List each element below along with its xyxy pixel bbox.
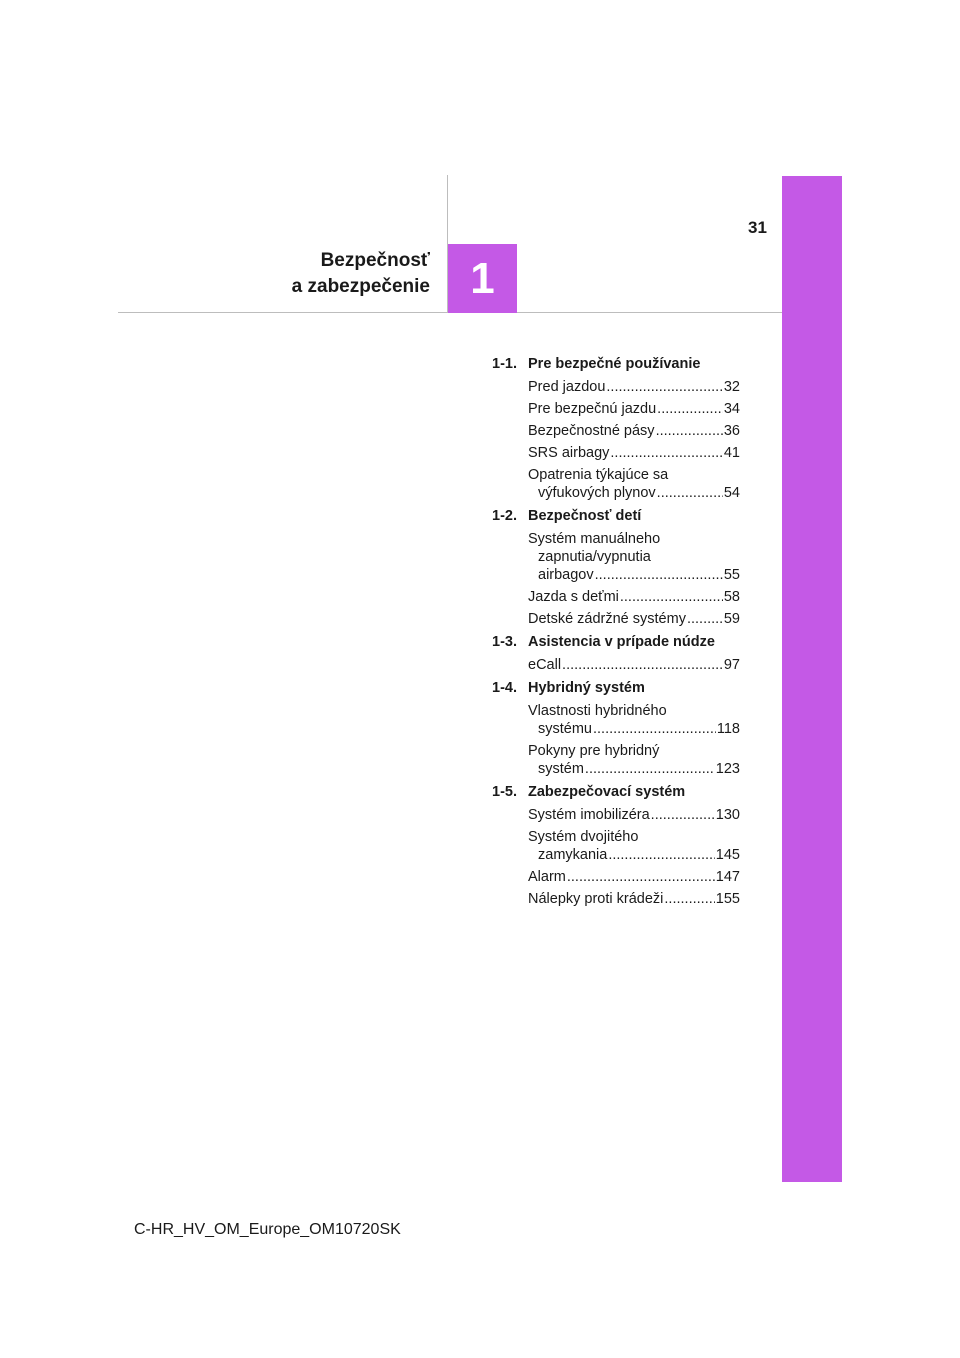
toc-section xyxy=(492,679,740,778)
toc-section-number: 1-2. xyxy=(492,508,517,524)
toc-leader-dots xyxy=(620,588,723,606)
page-number: 31 xyxy=(748,218,767,237)
toc-section-number: 1-5. xyxy=(492,784,517,800)
toc-entry-page: 32 xyxy=(723,379,740,395)
toc-section xyxy=(492,507,740,628)
toc-section-number: 1-4. xyxy=(492,680,517,696)
toc-entry-text: Pre bezpečnú jazdu xyxy=(528,401,657,417)
chapter-number-badge xyxy=(448,244,517,313)
toc-entry[interactable] xyxy=(528,530,740,584)
toc-entry-page: 123 xyxy=(715,761,740,777)
toc-leader-dots xyxy=(664,890,714,908)
toc-entry-page: 41 xyxy=(723,445,740,461)
toc-entry[interactable] xyxy=(528,588,740,606)
toc-entry[interactable] xyxy=(528,466,740,502)
toc-section-title: Hybridný systém xyxy=(528,680,645,696)
toc-section-number: 1-1. xyxy=(492,356,517,372)
toc-entry-text: Systém imobilizéra xyxy=(528,807,650,823)
toc-section-heading[interactable] xyxy=(492,633,740,651)
toc-entry-text: airbagov xyxy=(538,567,594,583)
toc-entry-text: eCall xyxy=(528,657,562,673)
toc-entry-page: 59 xyxy=(723,611,740,627)
chapter-number: 1 xyxy=(470,253,495,303)
toc-entry[interactable] xyxy=(528,806,740,824)
toc-entry-page: 97 xyxy=(723,657,740,673)
footer-doc-id: C-HR_HV_OM_Europe_OM10720SK xyxy=(134,1221,401,1238)
toc-section xyxy=(492,783,740,908)
toc-entry-page: 145 xyxy=(715,847,740,863)
chapter-title xyxy=(292,248,430,300)
toc-entry-page: 54 xyxy=(723,485,740,501)
toc-section-title: Bezpečnosť detí xyxy=(528,508,642,524)
toc-entry-page: 130 xyxy=(715,807,740,823)
chapter-title-line2: a zabezpečenie xyxy=(291,276,430,297)
toc-entry[interactable] xyxy=(528,444,740,462)
toc-entry-text: Bezpečnostné pásy xyxy=(528,423,655,439)
toc-entry-text: SRS airbagy xyxy=(528,445,610,461)
toc-leader-dots xyxy=(608,846,714,864)
toc-entry[interactable] xyxy=(528,890,740,908)
toc-leader-dots xyxy=(585,760,715,778)
toc-entry-text: Alarm xyxy=(528,869,566,885)
toc-section-title: Pre bezpečné používanie xyxy=(528,356,701,372)
toc-section-title: Asistencia v prípade núdze xyxy=(528,634,715,650)
toc-entry[interactable] xyxy=(528,422,740,440)
toc-entry-text: systému xyxy=(538,721,592,737)
toc-entry-text: Nálepky proti krádeži xyxy=(528,891,664,907)
toc-entry-text: systém xyxy=(538,761,584,777)
toc-entry-text-line: Systém dvojitého xyxy=(528,829,639,845)
toc-leader-dots xyxy=(610,444,722,462)
toc-leader-dots xyxy=(606,378,722,396)
toc-entry-text-line: Systém manuálneho xyxy=(528,531,661,547)
toc-entry-text-line: Opatrenia týkajúce sa xyxy=(528,467,669,483)
toc-entry-page: 147 xyxy=(715,869,740,885)
toc-entry-text: Pred jazdou xyxy=(528,379,606,395)
toc-section xyxy=(492,633,740,674)
toc-leader-dots xyxy=(657,400,723,418)
toc-entry-text-line: Vlastnosti hybridného xyxy=(528,703,667,719)
toc-entry-text: výfukových plynov xyxy=(538,485,656,501)
toc-section-title: Zabezpečovací systém xyxy=(528,784,686,800)
chapter-side-tab xyxy=(782,176,842,1182)
toc-entry-text-line: Pokyny pre hybridný xyxy=(528,743,660,759)
toc-entry-page: 36 xyxy=(723,423,740,439)
toc-entry[interactable] xyxy=(528,702,740,738)
toc-entry-text: Jazda s deťmi xyxy=(528,589,619,605)
toc-entry[interactable] xyxy=(528,400,740,418)
toc-section xyxy=(492,355,740,502)
toc-leader-dots xyxy=(651,806,715,824)
toc-entry-page: 155 xyxy=(715,891,740,907)
toc-leader-dots xyxy=(657,484,723,502)
toc-section-heading[interactable] xyxy=(492,355,740,373)
toc-leader-dots xyxy=(656,422,723,440)
toc-entry-text-line: zapnutia/vypnutia xyxy=(538,549,651,565)
toc-entry-text: zamykania xyxy=(538,847,608,863)
toc-section-heading[interactable] xyxy=(492,507,740,525)
toc-leader-dots xyxy=(593,720,716,738)
toc-entry[interactable] xyxy=(528,828,740,864)
toc-entry-page: 34 xyxy=(723,401,740,417)
toc-section-heading[interactable] xyxy=(492,783,740,801)
toc-leader-dots xyxy=(595,566,723,584)
toc-entry[interactable] xyxy=(528,742,740,778)
chapter-title-line1: Bezpečnosť xyxy=(320,250,430,271)
toc-section-number: 1-3. xyxy=(492,634,517,650)
toc-leader-dots xyxy=(687,610,723,628)
toc-entry[interactable] xyxy=(528,656,740,674)
toc-entry[interactable] xyxy=(528,378,740,396)
toc-entry[interactable] xyxy=(528,868,740,886)
toc-entry-page: 58 xyxy=(723,589,740,605)
toc-section-heading[interactable] xyxy=(492,679,740,697)
toc-leader-dots xyxy=(562,656,723,674)
table-of-contents xyxy=(492,355,740,913)
toc-leader-dots xyxy=(567,868,715,886)
toc-entry-page: 118 xyxy=(716,721,740,737)
toc-entry[interactable] xyxy=(528,610,740,628)
toc-entry-text: Detské zádržné systémy xyxy=(528,611,686,627)
toc-entry-page: 55 xyxy=(723,567,740,583)
